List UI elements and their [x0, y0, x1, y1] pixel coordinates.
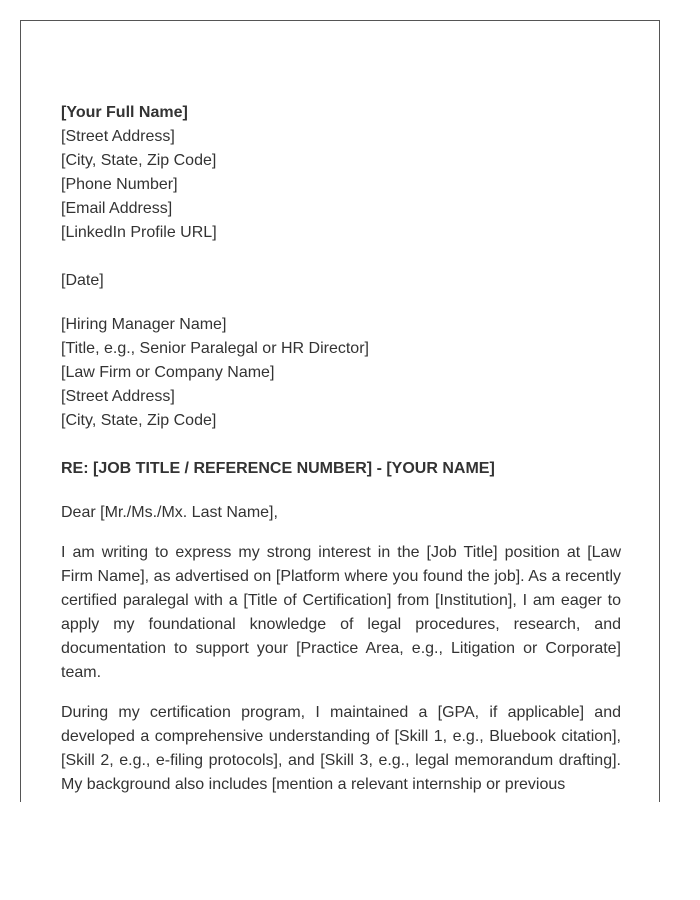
- letter-date: [Date]: [61, 272, 104, 289]
- sender-email: [Email Address]: [61, 200, 173, 217]
- body-paragraph: I am writing to express my strong interest in the [Job Title] position at [Law Firm Name], as advertised on [Platform where you found the job]. As a recently certified paralegal with a [Title of Certification] from [Institution], I am eager to apply my foundational knowledge of legal procedures, research, and documentation to support your [Practice Area, e.g., Litigation or Corporate] team.: [61, 544, 621, 681]
- recipient-company: [Law Firm or Company Name]: [61, 364, 275, 381]
- salutation: Dear [Mr./Ms./Mx. Last Name],: [61, 504, 278, 521]
- sender-block: [61, 101, 621, 245]
- body-paragraph: During my certification program, I maintained a [GPA, if applicable] and developed a comprehensive understanding of [Skill 1, e.g., Bluebook citation], [Skill 2, e.g., e-filing protocols], and [Skill 3, e.g., legal memorandum drafting]. My background also includes [mention a relevant internship or previous: [61, 704, 621, 793]
- spacer: [61, 433, 621, 457]
- letter-page: [20, 20, 660, 802]
- sender-phone: [Phone Number]: [61, 176, 178, 193]
- recipient-block: [61, 313, 621, 433]
- sender-linkedin: [LinkedIn Profile URL]: [61, 224, 217, 241]
- recipient-name: [Hiring Manager Name]: [61, 316, 227, 333]
- letter-content: [61, 101, 621, 797]
- spacer: [61, 481, 621, 501]
- recipient-title: [Title, e.g., Senior Paralegal or HR Director]: [61, 340, 369, 357]
- spacer: [61, 245, 621, 269]
- sender-city: [City, State, Zip Code]: [61, 152, 217, 169]
- recipient-city: [City, State, Zip Code]: [61, 412, 217, 429]
- sender-street: [Street Address]: [61, 128, 175, 145]
- spacer: [61, 293, 621, 313]
- subject-line: RE: [JOB TITLE / REFERENCE NUMBER] - [YOUR NAME]: [61, 460, 495, 477]
- sender-name: [Your Full Name]: [61, 104, 188, 121]
- spacer: [61, 525, 621, 541]
- recipient-street: [Street Address]: [61, 388, 175, 405]
